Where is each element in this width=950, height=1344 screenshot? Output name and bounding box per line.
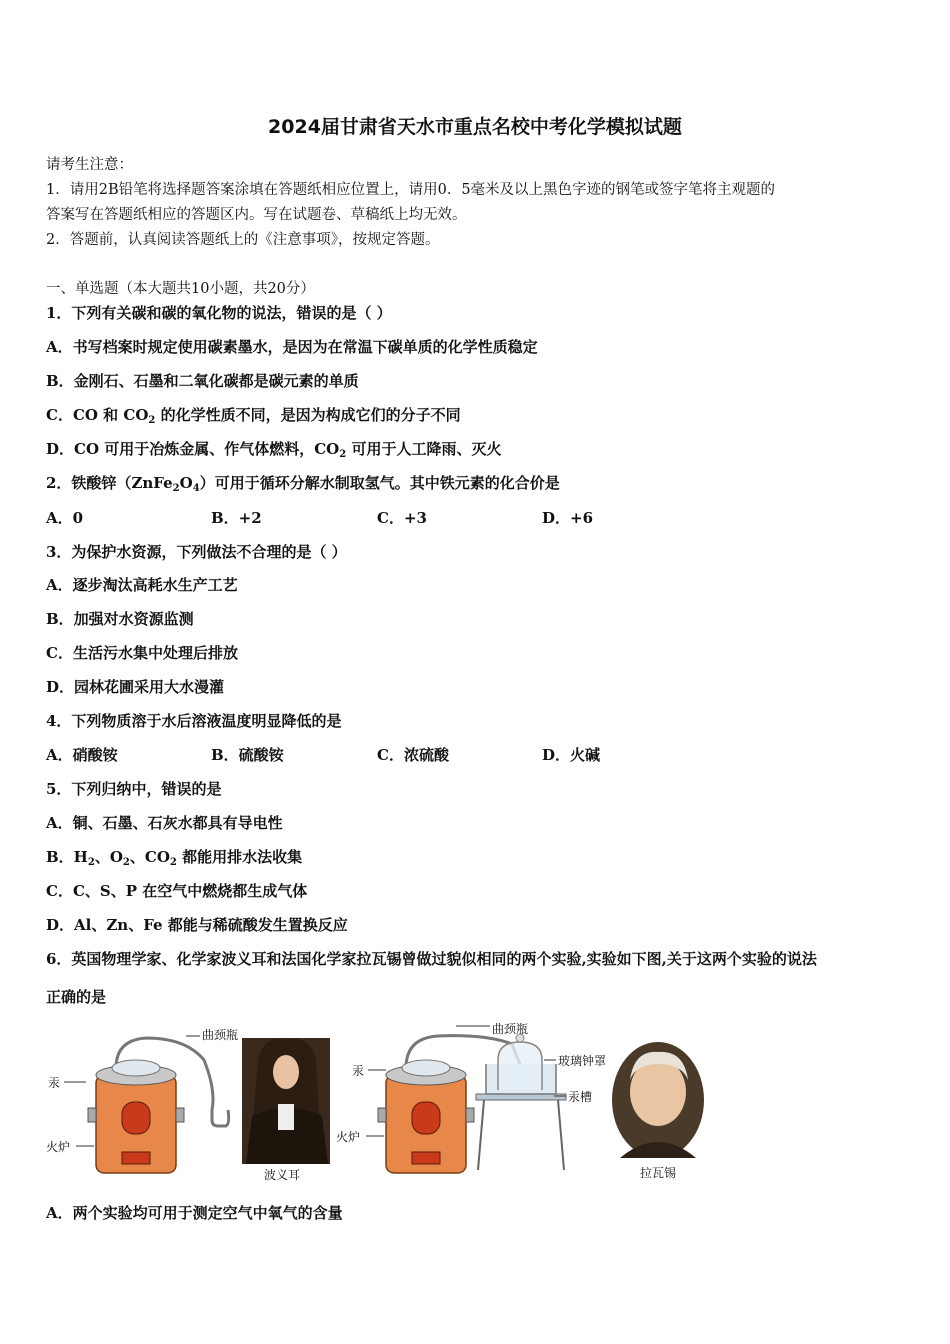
q2-option-a: A．0 xyxy=(46,509,84,527)
label-left-furnace: 火炉 xyxy=(46,1140,71,1154)
q3-option-a: A．逐步淘汰高耗水生产工艺 xyxy=(46,576,238,594)
notice-line-1b: 答案写在答题纸相应的答题区内。写在试题卷、草稿纸上均无效。 xyxy=(46,207,467,223)
notice-heading: 请考生注意： xyxy=(46,157,133,173)
q6-stem-line-1: 6．英国物理学家、化学家波义耳和法国化学家拉瓦锡曾做过貌似相同的两个实验,实验如下图,关于这两个实验的说法 xyxy=(46,950,817,968)
q4-stem: 4．下列物质溶于水后溶液温度明显降低的是 xyxy=(46,712,342,730)
q5-option-a: A．铜、石墨、石灰水都具有导电性 xyxy=(46,814,283,832)
q4-option-c: C．浓硫酸 xyxy=(377,746,449,764)
q6-stem-line-2: 正确的是 xyxy=(46,988,107,1006)
q3-option-c: C．生活污水集中处理后排放 xyxy=(46,644,238,662)
experiment-illustration xyxy=(46,1020,726,1185)
q2-stem: 2．铁酸锌$(ZnFe_2O_4)$可用于循环分解水制取氢气。其中铁元素的化合价是 xyxy=(46,474,560,494)
notice-line-1a: 1．请用2B铅笔将选择题答案涂填在答题纸相应位置上，请用0．5毫米及以上黑色字迹的钢笔或签字笔将主观题的 xyxy=(46,182,776,198)
label-left-mercury: 汞 xyxy=(48,1076,61,1090)
q4-option-b: B．硫酸铵 xyxy=(211,746,284,764)
label-lavoisier: 拉瓦锡 xyxy=(640,1166,677,1180)
left-furnace-drawing xyxy=(88,1065,184,1173)
label-trough: 汞槽 xyxy=(568,1090,593,1104)
q1-option-d: D．CO 可用于冶炼金属、作气体燃料，$CO_2$ 可用于人工降雨、灭火 xyxy=(46,440,502,460)
label-bell-jar: 玻璃钟罩 xyxy=(558,1054,607,1068)
q5-option-d: D．Al、Zn、Fe 都能与稀硫酸发生置换反应 xyxy=(46,916,348,934)
label-right-mercury: 汞 xyxy=(352,1064,365,1078)
label-right-flask: 曲颈瓶 xyxy=(492,1022,529,1036)
q2-option-d: D．+6 xyxy=(542,509,594,527)
right-furnace-drawing xyxy=(378,1065,474,1173)
notice-line-2: 2．答题前，认真阅读答题纸上的《注意事项》，按规定答题。 xyxy=(46,232,440,248)
q3-stem: 3．为保护水资源，下列做法不合理的是（ ） xyxy=(46,543,347,561)
q5-stem: 5．下列归纳中，错误的是 xyxy=(46,780,222,798)
experiment-figure xyxy=(46,1020,726,1185)
q4-option-a: A．硝酸铵 xyxy=(46,746,118,764)
boyle-portrait xyxy=(242,1038,330,1164)
q5-option-c: C．C、S、P 在空气中燃烧都生成气体 xyxy=(46,882,308,900)
label-boyle: 波义耳 xyxy=(264,1168,301,1182)
q1-option-b: B．金刚石、石墨和二氧化碳都是碳元素的单质 xyxy=(46,372,359,390)
q4-option-d: D．火碱 xyxy=(542,746,601,764)
q1-option-a: A．书写档案时规定使用碳素墨水，是因为在常温下碳单质的化学性质稳定 xyxy=(46,338,538,356)
q2-option-c: C．+3 xyxy=(377,509,427,527)
q3-option-b: B．加强对水资源监测 xyxy=(46,610,194,628)
page-title: 2024届甘肃省天水市重点名校中考化学模拟试题 xyxy=(268,116,682,138)
q3-option-d: D．园林花圃采用大水漫灌 xyxy=(46,678,225,696)
q6-option-a: A．两个实验均可用于测定空气中氧气的含量 xyxy=(46,1204,343,1222)
q2-option-b: B．+2 xyxy=(211,509,262,527)
q5-option-b: B．$H_2$、$O_2$、$CO_2$ 都能用排水法收集 xyxy=(46,848,303,868)
q1-stem: 1．下列有关碳和碳的氧化物的说法，错误的是（ ） xyxy=(46,304,392,322)
label-right-furnace: 火炉 xyxy=(336,1130,361,1144)
lavoisier-portrait xyxy=(612,1042,704,1158)
bell-jar-apparatus xyxy=(476,1034,566,1170)
label-left-flask: 曲颈瓶 xyxy=(202,1028,239,1042)
section-heading: 一、单选题（本大题共10小题，共20分） xyxy=(46,281,315,297)
q1-option-c: C．CO 和 $CO_2$ 的化学性质不同，是因为构成它们的分子不同 xyxy=(46,406,461,426)
